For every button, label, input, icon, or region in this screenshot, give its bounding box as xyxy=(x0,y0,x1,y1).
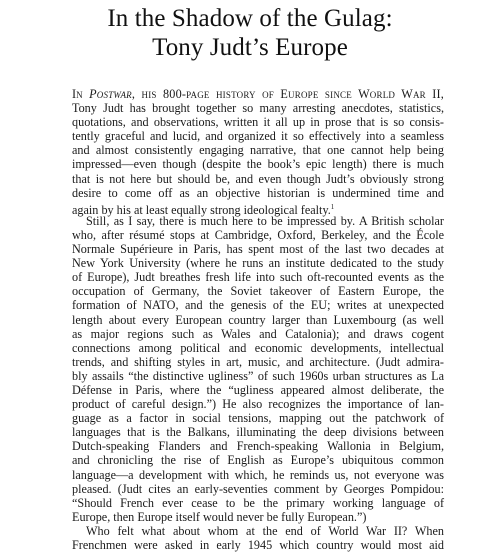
text-line: and chronicling the rise of English as Europe’s ubiquitous common xyxy=(72,453,444,468)
text-line: desire to come off as an objective historian is undermined time and xyxy=(72,185,444,200)
drop-initial: I xyxy=(72,87,77,101)
paragraph-3 xyxy=(72,524,444,552)
text-line: who, after résumé stops at Cambridge, Oxford, Berkeley, and the École xyxy=(72,227,444,242)
text-line: again by his at least equally strong ideological fealty. xyxy=(72,202,331,217)
text-line: Who felt what about whom at the end of World War II? When xyxy=(86,523,444,538)
text-line: tently graceful and lucid, and organized it so effectively into a seamless xyxy=(72,129,444,144)
text-line: New York University (where he runs an institute dedicated to the study xyxy=(72,256,444,271)
text-line: length about every European country larger than Luxembourg (as well xyxy=(72,312,444,327)
text-line: bly assails “the distinctive ugliness” of such 1960s urban structures as La xyxy=(72,368,444,383)
text-line: occupation of Germany, the Soviet takeover of Eastern Europe, the xyxy=(72,284,444,299)
text-line: Frenchmen were asked in early 1945 which country would most aid xyxy=(72,538,444,552)
text-line: formation of NATO, and the genesis of the EU; writes at unexpected xyxy=(72,298,444,313)
text-line: Dutch-speaking Flanders and French-speaking Wallonia in Belgium, xyxy=(72,439,444,454)
book-title-postwar: Postwar xyxy=(89,87,132,101)
paragraph-1 xyxy=(72,87,445,217)
opening-smallcaps-continued: , his 800-page history of Europe since World War II, xyxy=(131,87,445,101)
text-line: of Europe), Judt breathes fresh life into such oft-recounted events as the xyxy=(72,270,444,285)
text-line-with-footnote xyxy=(72,200,444,217)
text-line: Still, as I say, there is much here to be impressed by. A British scholar xyxy=(86,213,444,228)
text-line: impressed—even though (despite the book’s epic length) there is much xyxy=(72,157,444,172)
text-line: trends, and shifting styles in art, music, and architecture. (Judt admira- xyxy=(72,354,444,369)
text-line: Tony Judt has brought together so many arresting anecdotes, statistics, xyxy=(72,101,444,116)
text-line: product of careful design.”) He also recognizes the importance of lan- xyxy=(72,397,444,412)
text-line: “Should French ever cease to be the primary working language of xyxy=(72,495,444,510)
chapter-title-line-2: Tony Judt’s Europe xyxy=(152,34,348,61)
text-line: pleased. (Judt cites an early-seventies comment by Georges Pompidou: xyxy=(72,481,444,496)
text-line: and almost consistently engaging narrative, that one cannot help being xyxy=(72,143,444,158)
text-line: language—a development with which, he reminds us, not everyone was xyxy=(72,467,444,482)
text-line: connections among political and economic developments, intellectual xyxy=(72,340,444,355)
chapter-title xyxy=(0,4,500,62)
text-line: Défense in Paris, where the “ugliness appeared almost deliberate, the xyxy=(72,382,444,397)
text-line: languages that is the Balkans, illuminating the deep divisions between xyxy=(72,425,444,440)
text-line: that is not here but should be, and even though Judt’s obviously strong xyxy=(72,171,444,186)
text-line: as major regions such as Wales and Catalonia); and draws cogent xyxy=(72,326,444,341)
paragraph-2 xyxy=(72,214,444,524)
opening-smallcaps: n xyxy=(76,87,90,101)
text-line: Europe, then Europe itself would never be fully European.”) xyxy=(72,509,367,524)
chapter-title-line-1: In the Shadow of the Gulag: xyxy=(107,5,393,32)
text-line: quotations, and observations, written it all up in prose that is so consis- xyxy=(72,115,444,130)
chapter-body xyxy=(72,87,444,552)
footnote-marker[interactable]: 1 xyxy=(330,202,335,211)
text-line: Normale Supérieure in Paris, has spent most of the last two decades at xyxy=(72,242,444,257)
paragraph-1-opening-line xyxy=(72,87,444,101)
text-line: guage as a factor in social tensions, mapping out the patchwork of xyxy=(72,411,444,426)
